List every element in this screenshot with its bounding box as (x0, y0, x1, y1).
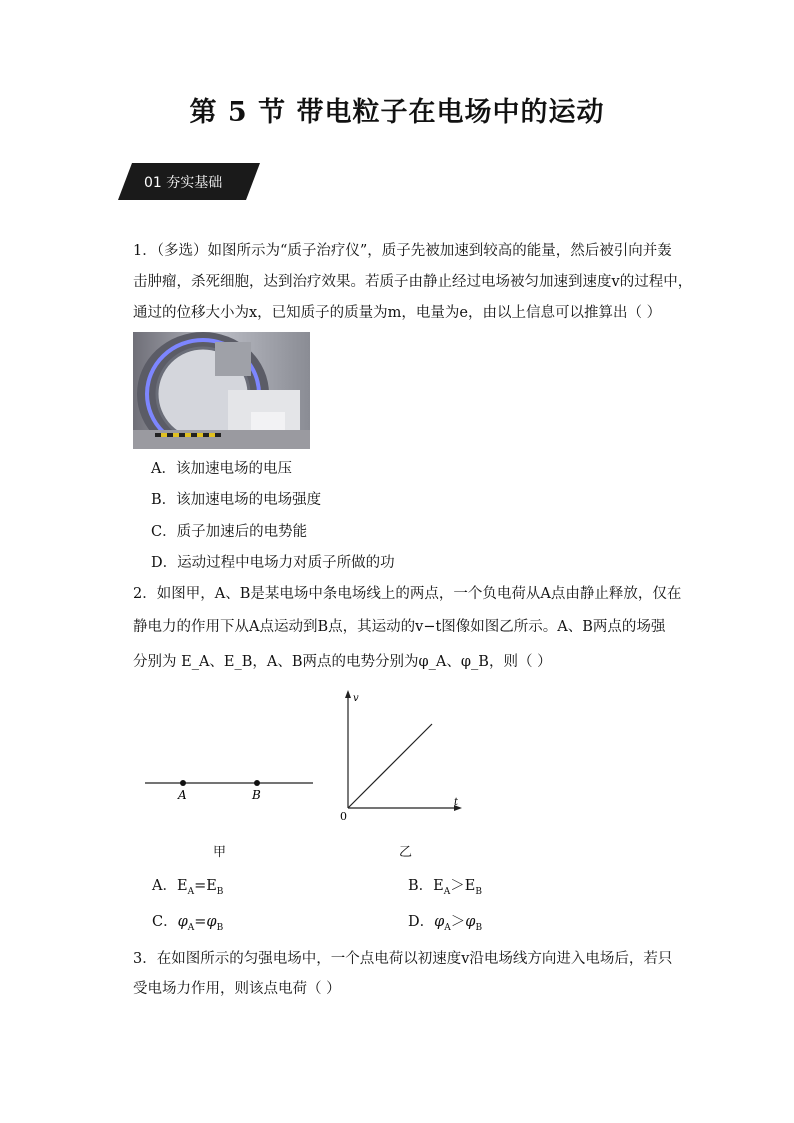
q2-line-3: 分别为 E_A、E_B，A、B两点的电势分别为φ_A、φ_B，则（ ） (133, 654, 552, 670)
section-banner (118, 163, 260, 200)
vt-line (348, 724, 432, 808)
q1-line-1: 1．（多选）如图所示为“质子治疗仪”，质子先被加速到较高的能量，然后被引向并轰 (133, 243, 672, 259)
q3-line-1: 3．在如图所示的匀强电场中，一个点电荷以初速度v沿电场线方向进入电场后，若只 (133, 951, 673, 967)
point-a-dot (180, 780, 186, 786)
figure-left-caption: 甲 (213, 845, 227, 860)
figure-field-line (140, 770, 320, 810)
figure-vt-graph (335, 688, 470, 823)
page-title: 第 5 节 带电粒子在电场中的运动 (189, 97, 605, 128)
q2-option-c: C．$\varphi_A=\varphi_B$ (152, 914, 224, 933)
figure-right-caption: 乙 (399, 845, 413, 860)
q1-line-3: 通过的位移大小为x，已知质子的质量为m，电量为e，由以上信息可以推算出（ ） (133, 305, 662, 321)
section-banner-label: 01 夯实基础 (144, 175, 223, 191)
origin-label: 0 (340, 810, 347, 823)
q1-line-2: 击肿瘤，杀死细胞，达到治疗效果。若质子由静止经过电场被匀加速到速度v的过程中， (133, 274, 693, 290)
q1-option-d: D．运动过程中电场力对质子所做的功 (151, 555, 395, 571)
v-axis-label: v (353, 693, 359, 704)
q2-option-d: D．$\varphi_A>\varphi_B$ (408, 914, 483, 933)
q2-option-b: B．$E_A>E_B$ (408, 878, 482, 897)
q1-option-a: A．该加速电场的电压 (151, 461, 292, 477)
q2-line-1: 2．如图甲，A、B是某电场中条电场线上的两点，一个负电荷从A点由静止释放，仅在 (133, 586, 682, 602)
q3-line-2: 受电场力作用，则该点电荷（ ） (133, 981, 341, 997)
point-a-label: A (178, 788, 187, 802)
t-axis-label: t (454, 797, 459, 808)
q1-option-b: B．该加速电场的电场强度 (151, 492, 322, 508)
point-b-label: B (252, 788, 261, 802)
q2-option-a: A．$E_A=E_B$ (152, 878, 224, 897)
q1-option-c: C．质子加速后的电势能 (151, 524, 308, 540)
q2-line-2: 静电力的作用下从A点运动到B点，其运动的v−t图像如图乙所示。A、B两点的场强 (133, 619, 666, 635)
point-b-dot (254, 780, 260, 786)
proton-therapy-photo (133, 332, 310, 449)
